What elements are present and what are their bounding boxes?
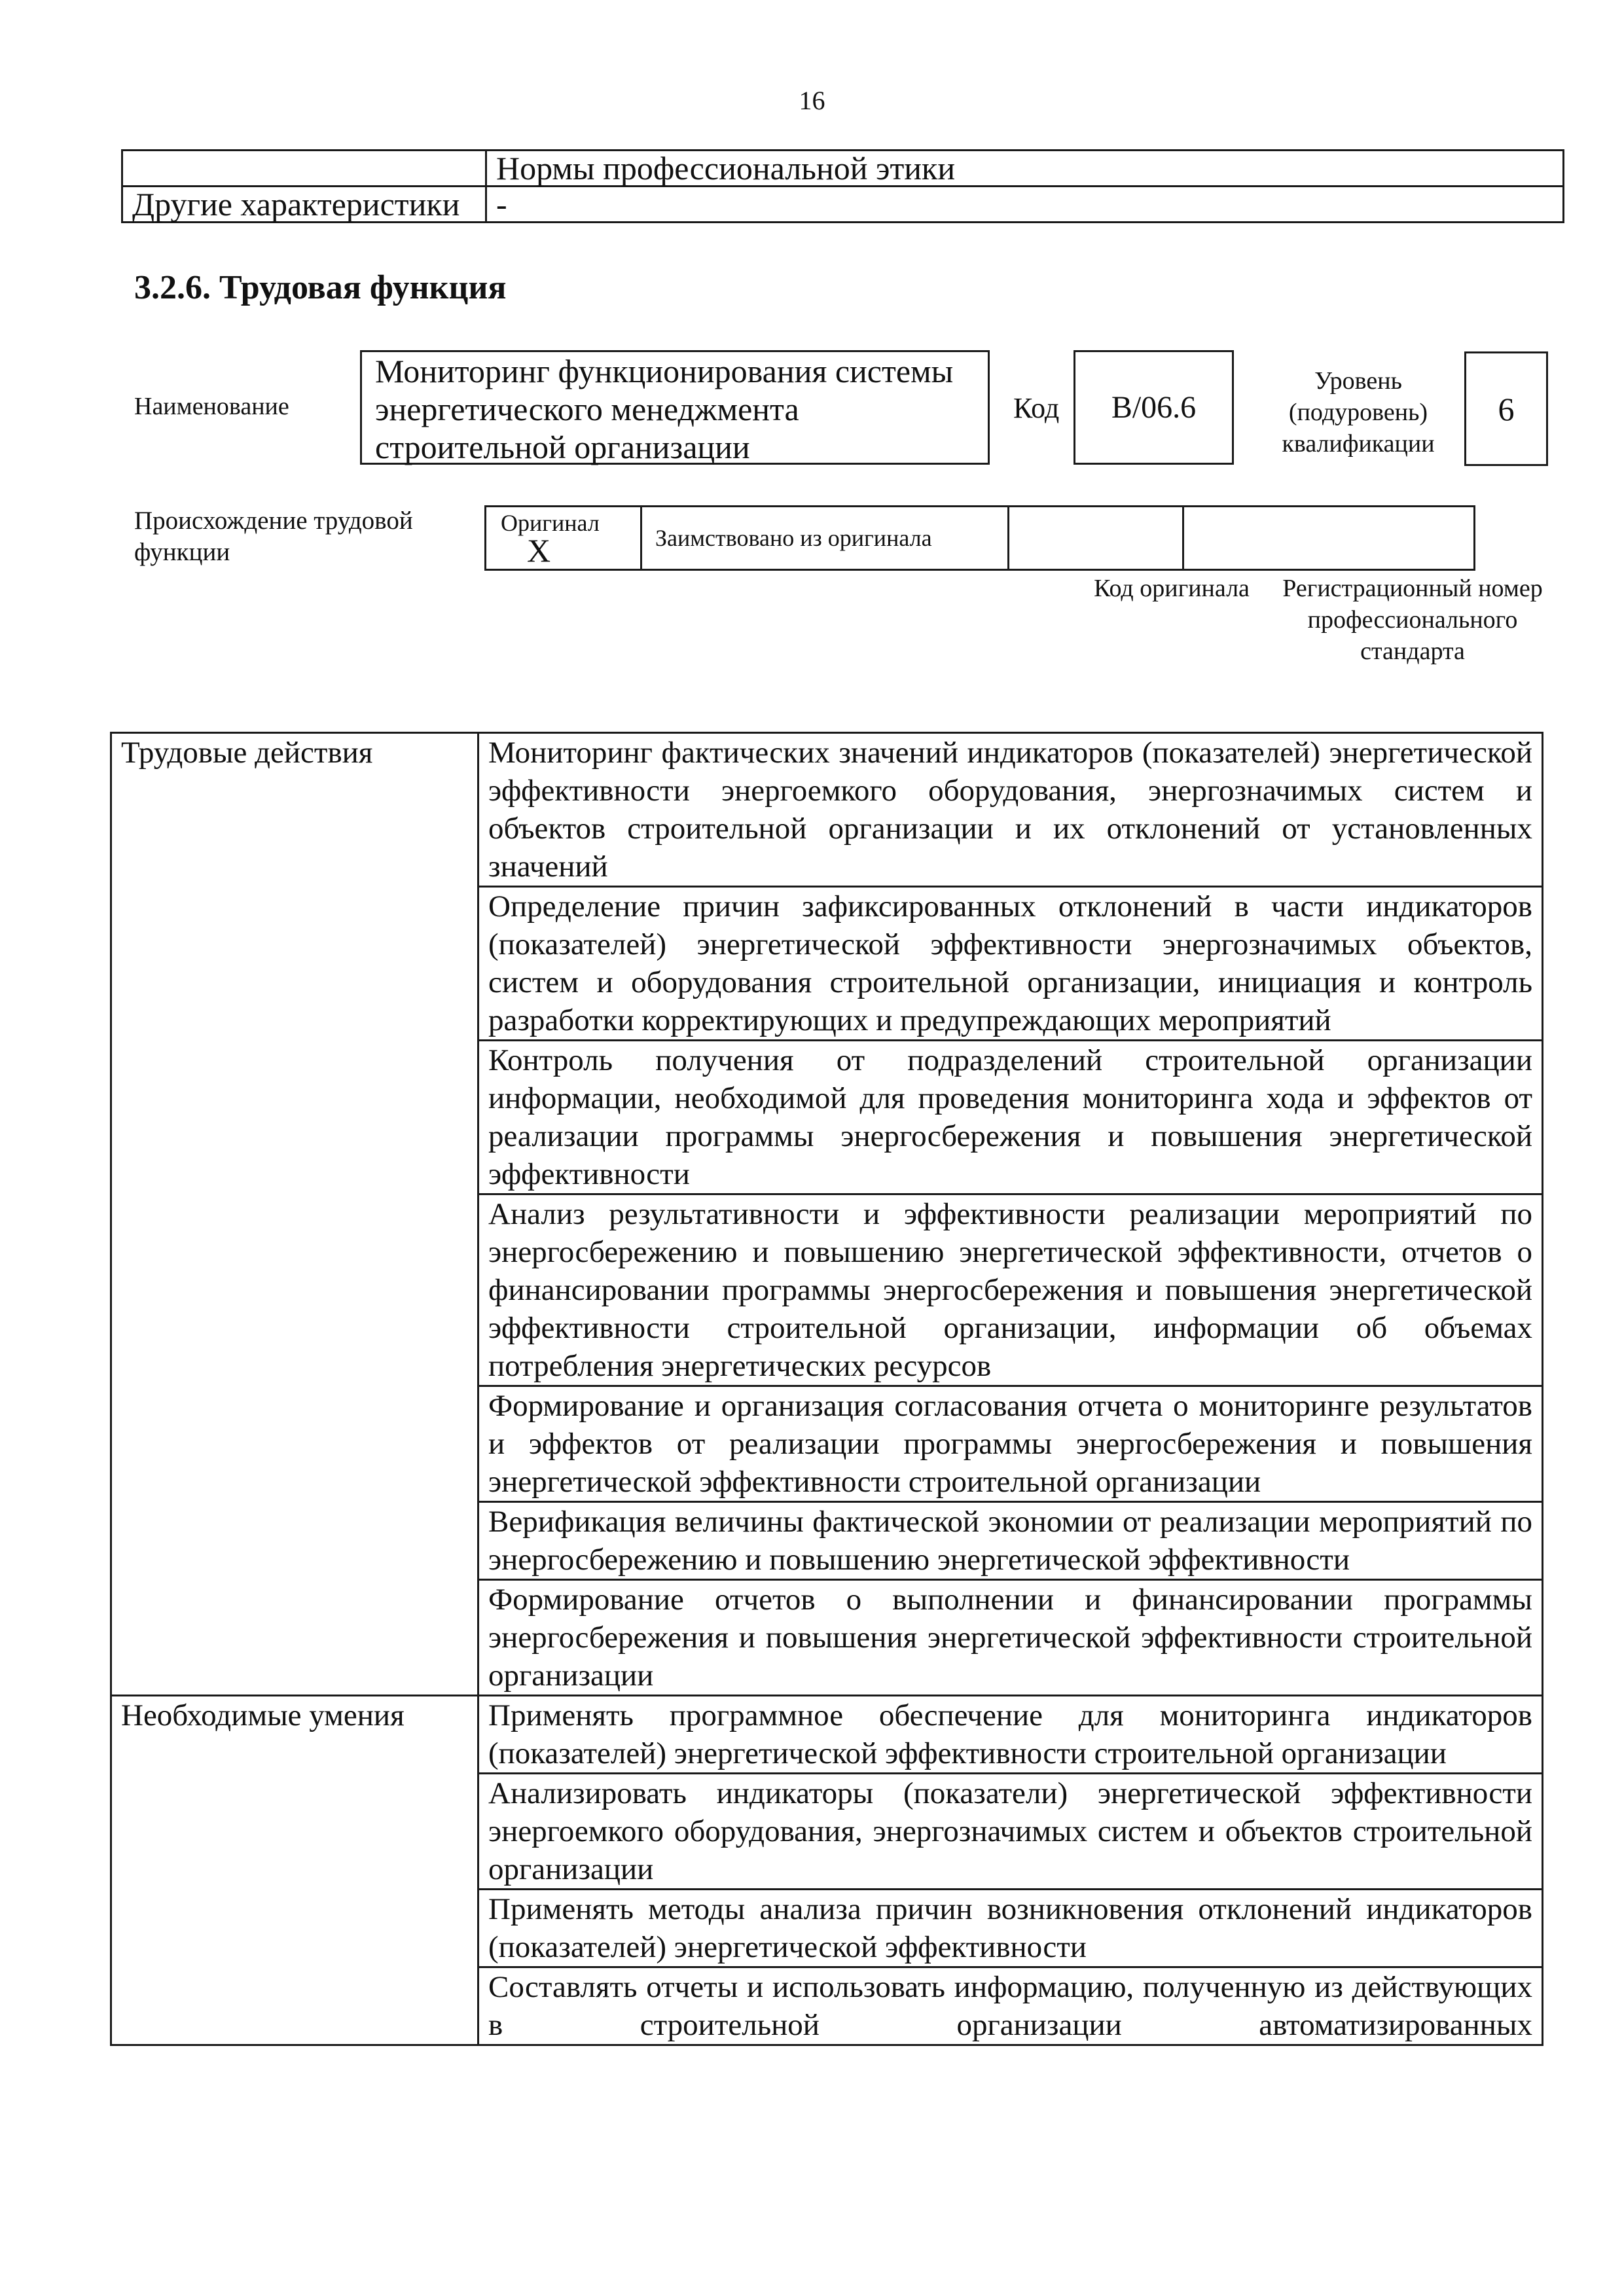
table-row [122,151,1564,187]
page-number: 16 [799,86,825,115]
skill-item: Применять методы анализа причин возникновения отклонений индикаторов (показателей) энергетической эффективности [478,1890,1543,1967]
level-label: Уровень (подуровень) квалификации [1282,367,1435,457]
registration-number-caption: Регистрационный номер профессионального стандарта [1282,575,1543,665]
level-value: 6 [1498,390,1515,427]
labor-action-item: Мониторинг фактических значений индикаторов (показателей) энергетической эффективности энергоемкого оборудования, энергозначимых систем и объектов строительной организации и их отклонений от установленных значений [478,733,1543,887]
function-name-box [360,350,990,465]
labor-function-table [110,732,1543,2046]
name-label: Наименование [134,393,289,420]
labor-action-item: Формирование отчетов о выполнении и финансировании программы энергосбережения и повышения энергетической эффективности строительной организации [478,1580,1543,1696]
original-code-caption: Код оригинала [1094,575,1250,602]
borrowed-cell: Заимствовано из оригинала [641,507,1009,570]
code-label: Код [1013,392,1060,424]
table-row [111,1696,1543,1774]
code-value: B/06.6 [1111,390,1197,425]
original-code-cell [1009,507,1183,570]
original-cell [486,507,641,570]
registration-number-cell [1183,507,1475,570]
required-skills-label: Необходимые умения [111,1696,478,2045]
labor-actions-label: Трудовые действия [111,733,478,1696]
original-mark: X [527,531,551,569]
level-value-box [1464,351,1548,466]
skill-item: Анализировать индикаторы (показатели) энергетической эффективности энергоемкого оборудования, энергозначимых систем и объектов строительной организации [478,1774,1543,1890]
table-row [486,507,1475,570]
skill-item: Составлять отчеты и использовать информацию, полученную из действующих в строительной организации автоматизированных [478,1967,1543,2045]
origin-table [484,505,1475,571]
function-name-value: Мониторинг функционирования системы энергетического менеджмента строительной организации [375,353,954,465]
code-value-box [1074,350,1234,465]
table-row [122,187,1564,223]
skill-item: Применять программное обеспечение для мониторинга индикаторов (показателей) энергетической эффективности строительной организации [478,1696,1543,1774]
labor-action-item: Анализ результативности и эффективности реализации мероприятий по энергосбережению и повышению энергетической эффективности, отчетов о финансировании программы энергосбережения и повышения энергетической эффективности строительной организации, информации об объемах потребления энергетических ресурсов [478,1194,1543,1386]
labor-action-item: Формирование и организация согласования отчета о мониторинге результатов и эффектов от реализации программы энергосбережения и повышения энергетической эффективности строительной организации [478,1386,1543,1502]
empty-cell [122,151,486,187]
ethics-norms-cell: Нормы профессиональной этики [486,151,1564,187]
other-characteristics-label: Другие характеристики [122,187,486,223]
origin-label: Происхождение трудовой функции [134,507,413,566]
other-characteristics-value: - [486,187,1564,223]
characteristics-table [121,149,1564,223]
labor-action-item: Верификация величины фактической экономии от реализации мероприятий по энергосбережению и повышению энергетической эффективности [478,1502,1543,1580]
table-row [111,733,1543,887]
labor-action-item: Определение причин зафиксированных отклонений в части индикаторов (показателей) энергетической эффективности энергозначимых объектов, систем и оборудования строительной организации, инициация и контроль разработки корректирующих и предупреждающих мероприятий [478,887,1543,1041]
section-heading: 3.2.6. Трудовая функция [134,269,507,306]
original-label: Оригинал [501,509,600,536]
labor-action-item: Контроль получения от подразделений строительной организации информации, необходимой для проведения мониторинга хода и эффектов от реализации программы энергосбережения и повышения энергетической эффективности [478,1041,1543,1194]
